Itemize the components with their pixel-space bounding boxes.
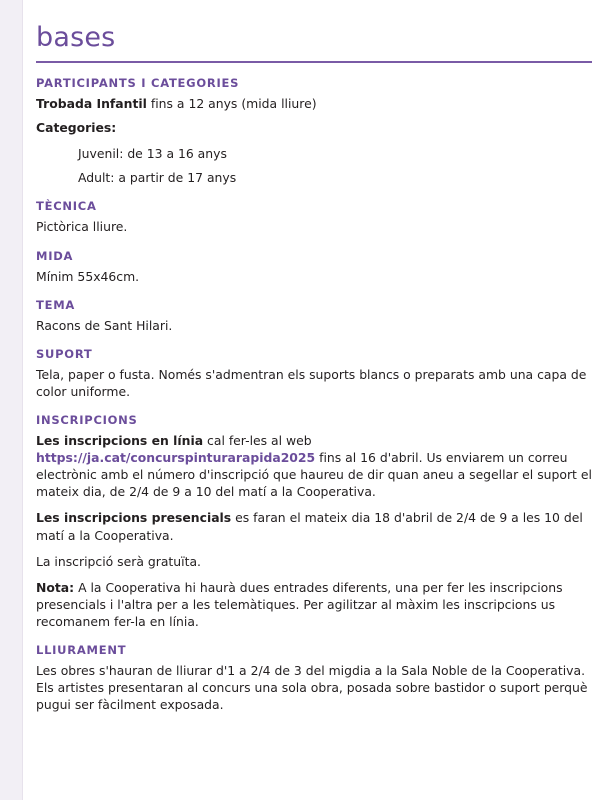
paragraph-nota [36,579,592,630]
lead-nota: Nota: [36,579,75,595]
paragraph-inscripcio-gratuita: La inscripció serà gratuïta. [36,553,201,569]
text-inscripcions-presencials: es faran el mateix dia 18 d'abril de 2/4 de 9 a les 10 del matí a la Cooperativa. [36,510,583,543]
document-content [22,0,611,800]
category-adult: Adult: a partir de 17 anys [78,170,237,186]
document-body [36,76,592,713]
paragraph-inscripcions-presencials [36,509,592,543]
text-after-link: fins al 16 d'abril. Us enviarem un correu electrònic amb el número d'inscripció que haureu de dir quan aneu a segellar el suport el mateix dia, de 2/4 de 9 a 10 del matí a la Cooperativa. [36,450,592,500]
section-heading-lliurament: LLIURAMENT [36,643,127,658]
paragraph-mida: Mínim 55x46cm. [36,268,140,284]
text-before-link: cal fer-les al web [203,432,312,448]
section-heading-tecnica: TÈCNICA [36,199,97,214]
inscription-link[interactable]: https://ja.cat/concurspinturarapida2025 [36,450,316,466]
paragraph-trobada-infantil [36,95,592,112]
text-nota: A la Cooperativa hi haurà dues entrades diferents, una per fer les inscripcions presencials i l'altra per a les telemàtiques. Per agilitzar al màxim les inscripcions us recomanem fer-la en línia. [36,579,563,629]
paragraph-tecnica: Pictòrica lliure. [36,219,128,235]
category-juvenil: Juvenil: de 13 a 16 anys [78,146,227,162]
section-heading-inscripcions: INSCRIPCIONS [36,412,138,427]
page-title: bases [36,22,116,53]
section-heading-participants: PARTICIPANTS I CATEGORIES [36,76,240,90]
subheading-categories: Categories: [36,120,117,136]
paragraph-suport: Tela, paper o fusta. Només s'admentran els suports blancs o preparats amb una capa de color uniforme. [36,366,587,399]
section-heading-tema: TEMA [36,297,76,312]
title-divider [36,61,592,63]
left-margin-strip [0,0,22,800]
paragraph-tema: Racons de Sant Hilari. [36,317,173,333]
paragraph-lliurament: Les obres s'hauran de lliurar d'1 a 2/4 de 3 del migdia a la Sala Noble de la Cooperativa. Els artistes presentaran al concurs una sola obra, posada sobre bastidor o suport perquè pugui ser fàcilment exposada. [36,663,588,713]
lead-inscripcions-online: Les inscripcions en línia [36,432,204,448]
left-margin-fill [0,0,23,800]
text-trobada-infantil: fins a 12 anys (mida lliure) [146,96,317,111]
paragraph-inscripcions-online [36,432,592,500]
section-heading-mida: MIDA [36,248,74,263]
section-heading-suport: SUPORT [36,346,93,361]
lead-inscripcions-presencials: Les inscripcions presencials [36,510,232,526]
lead-trobada-infantil: Trobada Infantil [36,96,147,111]
